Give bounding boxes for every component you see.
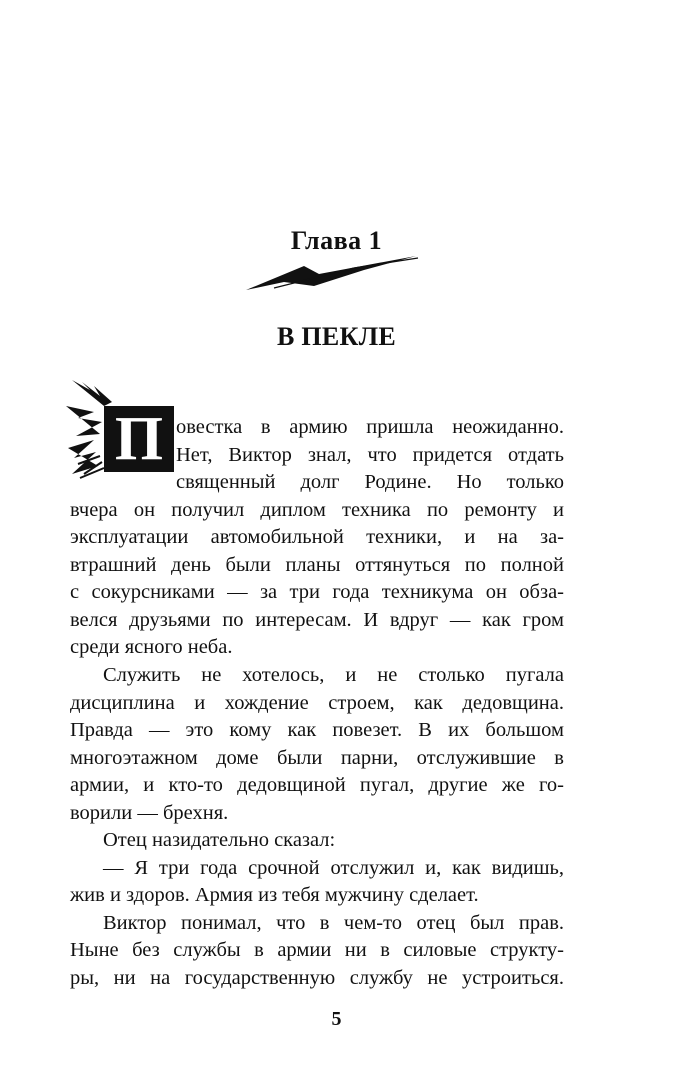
text-line: армии, и кто-то дедовщиной пугал, другие же го- — [70, 774, 564, 796]
text-line: дисциплина и хождение строем, как дедовщина. — [70, 692, 564, 714]
text-line: многоэтажном доме были парни, отслужившие в — [70, 747, 564, 769]
text-line: Правда — это кому как повезет. В их большом — [70, 719, 564, 741]
text-line: Нет, Виктор знал, что придется отдать — [176, 444, 564, 466]
text-line: велся друзьями по интересам. И вдруг — как гром — [70, 609, 564, 631]
text-line: Виктор понимал, что в чем-то отец был прав. — [103, 912, 564, 934]
text-line: вчера он получил диплом техника по ремонту и — [70, 499, 564, 521]
text-line: — Я три года срочной отслужил и, как видишь, — [103, 857, 564, 879]
dropcap — [64, 378, 176, 486]
text-line: Служить не хотелось, и не столько пугала — [103, 664, 564, 686]
text-line: с сокурсниками — за три года техникума он обза- — [70, 581, 564, 603]
text-line: Ныне без службы в армии ни в силовые структу- — [70, 939, 564, 961]
text-line: втрашний день были планы оттянуться по полной — [70, 554, 564, 576]
section-title: В ПЕКЛЕ — [276, 322, 397, 351]
text-line: овестка в армию пришла неожиданно. — [176, 416, 564, 438]
chapter-ornament — [244, 252, 419, 294]
text-line: ворили — брехня. — [70, 802, 229, 824]
text-line: ры, ни на государственную службу не устроиться. — [70, 967, 564, 989]
text-line: Отец назидательно сказал: — [103, 829, 336, 851]
text-line: эксплуатации автомобильной техники, и на за- — [70, 526, 564, 548]
dropcap-letter: П — [104, 406, 174, 472]
page-number: 5 — [331, 1008, 342, 1030]
text-line: среди ясного неба. — [70, 636, 233, 658]
text-line: жив и здоров. Армия из тебя мужчину сделает. — [70, 884, 479, 906]
chapter-title: Глава 1 — [290, 226, 383, 255]
text-line: священный долг Родине. Но только — [176, 471, 564, 493]
